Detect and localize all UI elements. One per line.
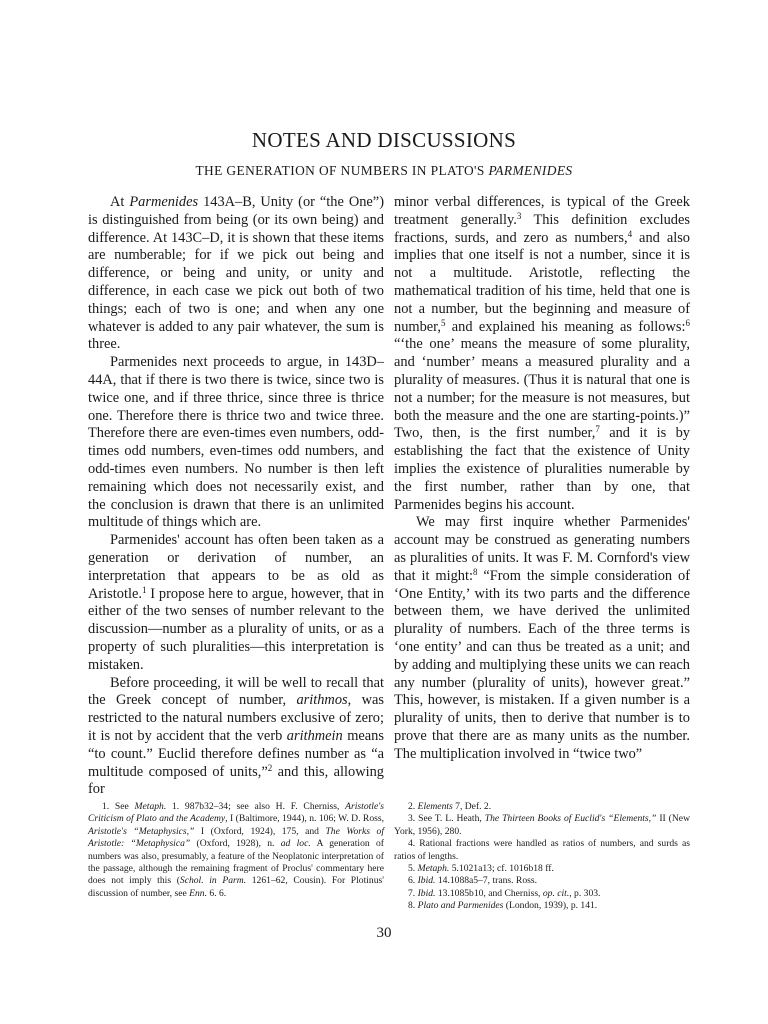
paragraph-1 (88, 194, 384, 354)
text: “‘the one’ means the measure of some plurality, and ‘number’ means a measured plurality and a plurality of measures. (Thus it is natural that one is not a number; for the measure is not measures, but both the measure and the one are starting-points.)” Two, then, is the first number, (394, 336, 690, 442)
text: 3. See T. L. Heath, (408, 813, 485, 825)
text: , p. 303. (569, 887, 601, 899)
text-italic: op. cit. (542, 887, 570, 899)
text: We may first inquire whether Parmenides' account may be construed as generating numbers as pluralities of units. It was F. M. Cornford's view that it might: (394, 514, 690, 584)
footnote-1 (88, 801, 384, 900)
text-italic: Metaph. (134, 801, 167, 812)
footnote-4: 4. Rational fractions were handled as ratios of numbers, and surds as ratios of lengths. (394, 838, 690, 862)
text: 8. (408, 900, 418, 912)
text: I propose here to argue, however, that in either of the two senses of number relevant to the discussion—number as a plurality of units, or as a property of such pluralities—this interpretation is mistaken. (88, 585, 384, 673)
footnote-ref-8[interactable]: 8 (472, 566, 478, 577)
footnote-8 (394, 900, 690, 912)
article-title (0, 163, 768, 179)
text-italic: arithmein (286, 727, 343, 744)
footnote-ref-4[interactable]: 4 (627, 228, 633, 239)
paragraph-5 (394, 194, 690, 514)
text: I (Oxford, 1924), 175, and (194, 825, 326, 837)
text: , was restricted to the natural numbers exclusive of zero; it is not by accident that the verb (88, 692, 384, 744)
paragraph-3 (88, 532, 384, 674)
text-italic: arithmos (296, 692, 348, 709)
section-heading: NOTES AND DISCUSSIONS (251, 128, 517, 152)
footnote-ref-6[interactable]: 6 (685, 317, 690, 328)
text: 5. (408, 863, 418, 875)
text: 143A–B, Unity (or “the One”) is distinguished from being (or its own being) and difference. At 143C–D, it is shown that these items are numberable; for if we pick out being and difference, or being and unity, or unity and difference, in each case we pick out both of two things; each of two is one; and when any one whatever is added to any pair whatever, the sum is three. (88, 194, 384, 353)
page-number: 30 (376, 925, 392, 941)
text: 6. 6. (207, 887, 227, 899)
text-italic: Plato and Parmenides (417, 900, 504, 912)
article-title-work: PARMENIDES (488, 163, 573, 178)
text: 14.1088a5–7, trans. Ross. (435, 875, 537, 887)
text: 1. 987b32–34; see also H. F. Cherniss, (166, 801, 346, 812)
footnote-ref-5[interactable]: 5 (440, 317, 446, 328)
text: This definition excludes fractions, surds, and zero as numbers, (394, 211, 690, 246)
text-italic: Ibid. (417, 887, 436, 899)
footnotes-left (88, 801, 384, 900)
paragraph-6 (394, 514, 690, 763)
text: 7. (408, 887, 418, 899)
text-italic: Aristotle's “Metaphysics,” (88, 825, 195, 837)
text-italic: Elements (417, 801, 453, 812)
footnote-ref-7[interactable]: 7 (595, 424, 600, 435)
footnotes-right (394, 801, 690, 913)
text: 7, Def. 2. (452, 801, 492, 812)
text-italic: Ibid. (417, 875, 436, 887)
text: 13.1085b10, and Cherniss, (435, 887, 543, 899)
text: Parmenides' account has often been taken as a generation or derivation of number, an interpretation that appears to be as old as Aristotle. (88, 532, 384, 602)
footnote-ref-1[interactable]: 1 (141, 584, 147, 595)
text: minor verbal differences, is typical of the Greek treatment generally. (394, 194, 690, 228)
text: Before proceeding, it will be well to recall that the Greek concept of number, (88, 674, 384, 709)
text-italic: ad loc. (280, 838, 311, 850)
text: 5.1021a13; cf. 1016b18 ff. (449, 863, 554, 875)
text: and explained his meaning as follows: (445, 318, 686, 335)
footnote-ref-3[interactable]: 3 (516, 210, 522, 221)
footnote-ref-2[interactable]: 2 (267, 762, 273, 773)
text-italic: Metaph. (417, 863, 450, 875)
text: 6. (408, 875, 418, 887)
footnote-6 (394, 875, 690, 887)
text: 1. See (102, 801, 135, 812)
text: (Oxford, 1928), n. (190, 838, 281, 850)
text: 1261–62, Cousin). For Plotinus' discussion of number, see (88, 875, 384, 899)
left-column (88, 194, 384, 799)
text-italic: Enn. (189, 887, 207, 899)
text: “From the simple consideration of ‘One Entity,’ with its two parts and the difference between them, we have derived the unlimited plurality of numbers. Each of the three terms is ‘one entity’ and can thus be treated as a unit; and by adding and multiplying these units we can reach any number (plurality of units), however great.” This, however, is mistaken. If a given number is a plurality of units, then to derive that number is to prove that there are as many units as the number. The multiplication involved in “twice two” (394, 567, 690, 762)
text-italic: The Thirteen Books of Euclid's “Elements,” (484, 813, 657, 825)
paragraph-2: Parmenides next proceeds to argue, in 143D–44A, that if there is two there is twice, since two is twice one, and if three thrice, since three is thrice one. Therefore there is thrice two and twice three. Therefore there are even-times even numbers, odd-times odd numbers, even-times odd numbers, and odd-times even numbers. No number is then left remaining which does not necessarily exist, and the conclusion is drawn that there is an unlimited multitude of things which are. (88, 354, 384, 531)
text: At (110, 194, 130, 210)
footnote-7 (394, 888, 690, 900)
text: and this, allowing for (88, 763, 384, 798)
text-italic: The Works of Aristotle: “Metaphysica” (88, 825, 384, 850)
text: (London, 1939), p. 141. (503, 900, 598, 912)
footnote-2 (394, 801, 690, 813)
footnote-5 (394, 863, 690, 875)
text: II (New York, 1956), 280. (394, 813, 690, 837)
text: and also implies that one itself is not a number, since it is not a multitude. Aristotle, reflecting the mathematical tradition of his time, held that one is not a number, but the beginning and measure of number, (394, 229, 690, 335)
text: 2. (408, 801, 418, 812)
text: and it is by establishing the fact that the existence of Unity implies the existence of pluralities numerable by the first number, rather than by one, that Parmenides begins his account. (394, 425, 690, 513)
article-title-main: THE GENERATION OF NUMBERS IN PLATO'S (195, 163, 489, 178)
text-italic: Schol. in Parm. (179, 875, 247, 887)
text: A generation of numbers was also, presumably, a feature of the Neoplatonic interpretation of the passage, although the remaining fragment of Proclus' commentary here does not imply this ( (88, 838, 384, 887)
right-column (394, 194, 690, 764)
paragraph-4 (88, 675, 384, 800)
text: means “to count.” Euclid therefore defines number as “a multitude composed of units,” (88, 727, 384, 780)
text: , I (Baltimore, 1944), n. 106; W. D. Ross, (225, 813, 384, 825)
footnote-3 (394, 813, 690, 838)
text-italic: Parmenides (129, 194, 199, 210)
text-italic: Aristotle's Criticism of Plato and the Academy (88, 801, 384, 825)
